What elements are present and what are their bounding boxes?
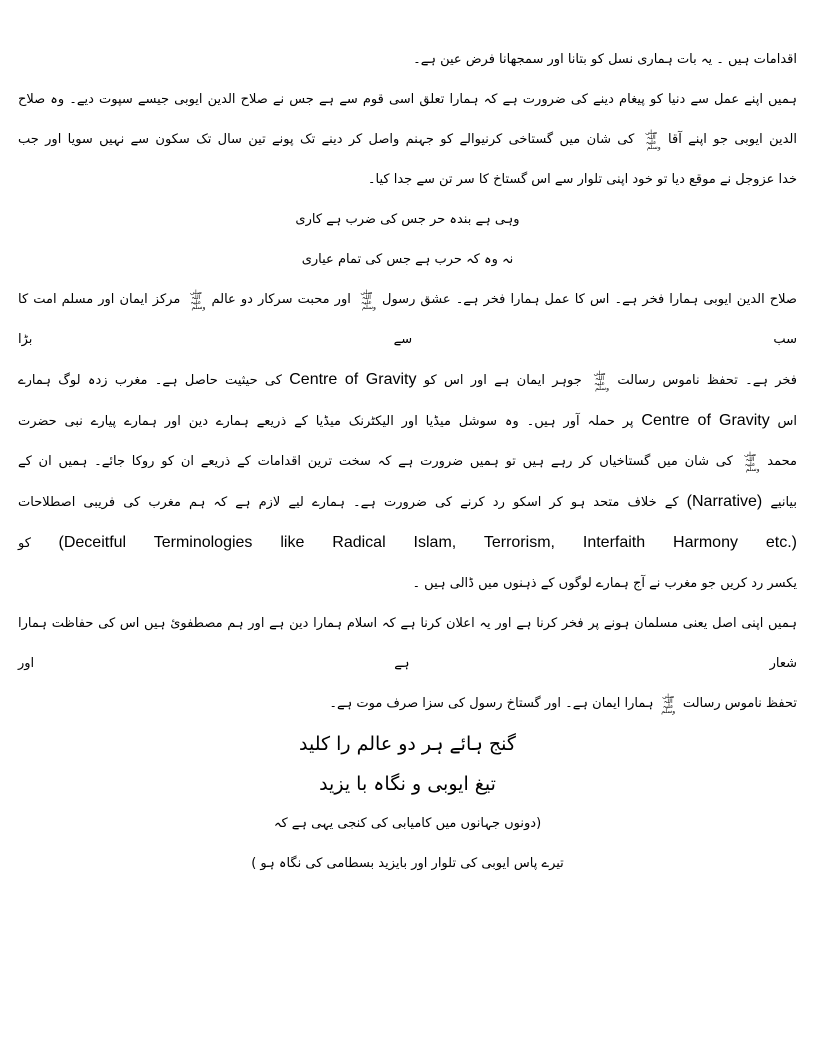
latin-term: Centre of Gravity bbox=[641, 412, 770, 429]
paragraph-centre-of-gravity bbox=[18, 280, 797, 604]
urdu-text: اقدامات ہیں ۔ یہ بات ہماری نسل کو بتانا اور سمجھانا فرض عین ہے۔ bbox=[413, 52, 797, 67]
urdu-text: ہمیں اپنے عمل سے دنیا کو پیغام دینے کی ضرورت ہے کہ ہمارا تعلق اسی قوم سے ہے جس نے صلاح الدین ایوبی جیسے سپوت دیے۔ وہ صلاح bbox=[18, 92, 797, 107]
urdu-text: الدین ایوبی جو اپنے آقا bbox=[668, 132, 797, 147]
couplet-persian bbox=[18, 724, 797, 804]
text-line bbox=[18, 482, 797, 523]
urdu-text: کی شان میں گستاخی کرنیوالے کو جہنم واصل کر دینے تک پونے تین سال تک سکون سے نہیں سویا اور جب bbox=[18, 132, 635, 147]
latin-term: (Deceitful Terminologies like Radical Islam, Terrorism, Interfaith Harmony etc.) bbox=[58, 534, 797, 551]
urdu-text: کے خلاف متحد ہو کر اسکو رد کرنے کی ضرورت ہے۔ ہمارے لیے لازم ہے کہ ہم مغرب کی فریبی اصطلاحات bbox=[18, 495, 679, 510]
paragraph-declaration bbox=[18, 604, 797, 724]
document-body bbox=[18, 40, 797, 884]
urdu-text: تیرے پاس ایوبی کی تلوار اور بایزید بسطامی کی نگاہ ہو ) bbox=[251, 856, 564, 871]
text-line bbox=[18, 764, 797, 804]
urdu-text: فخر ہے۔ تحفظ ناموس رسالت bbox=[617, 373, 798, 388]
text-line bbox=[18, 401, 797, 442]
latin-term: Centre of Gravity bbox=[289, 371, 417, 388]
text-line bbox=[18, 160, 797, 200]
text-line bbox=[18, 80, 797, 120]
couplet-urdu-iqbal bbox=[18, 200, 797, 280]
urdu-text: بیانیے bbox=[770, 495, 797, 510]
text-line bbox=[18, 200, 797, 240]
urdu-text: یکسر رد کریں جو مغرب نے آج ہمارے لوگوں کے ذہنوں میں ڈالی ہیں ۔ bbox=[412, 576, 797, 591]
urdu-text: خدا عزوجل نے موقع دیا تو خود اپنی تلوار سے اس گستاخ کا سر تن سے جدا کیا۔ bbox=[367, 172, 797, 187]
intro-paragraph-end bbox=[18, 40, 797, 80]
urdu-text: کو bbox=[18, 536, 31, 551]
text-line bbox=[18, 523, 797, 564]
text-line bbox=[18, 280, 797, 360]
urdu-text: (دونوں جہانوں میں کامیابی کی کنجی یہی ہے کہ bbox=[273, 816, 542, 831]
couplet-translation bbox=[18, 804, 797, 884]
urdu-text: کی شان میں گستاخیاں کر رہے ہیں تو ہمیں ضرورت ہے کہ سخت ترین اقدامات کے ذریعے ان کو روکا جائے۔ ہمیں ان کے bbox=[18, 454, 733, 469]
text-line bbox=[18, 564, 797, 604]
pbuh-honorific: صلی اللہ علیہ وسلم bbox=[645, 128, 661, 151]
text-line bbox=[18, 240, 797, 280]
urdu-text: تیغ ایوبی و نگاہ با یزید bbox=[319, 773, 496, 795]
urdu-text: ہمیں اپنی اصل یعنی مسلمان ہونے پر فخر کرنا ہے اور یہ اعلان کرنا ہے کہ اسلام ہمارا دین ہے اور ہم مصطفویٔ ہیں اس کی حفاظت ہمارا شعار ہے اور bbox=[18, 616, 797, 671]
latin-term: (Narrative) bbox=[686, 493, 763, 510]
paragraph-salahuddin bbox=[18, 80, 797, 200]
urdu-text: صلاح الدین ایوبی ہمارا فخر ہے۔ اس کا عمل ہمارا فخر ہے۔ عشق رسول bbox=[382, 292, 797, 307]
pbuh-honorific: صلی اللہ علیہ وسلم bbox=[744, 450, 760, 473]
pbuh-honorific: صلی اللہ علیہ وسلم bbox=[661, 692, 676, 715]
text-line bbox=[18, 804, 797, 844]
urdu-text: مرکز ایمان اور مسلم امت کا سب سے بڑا bbox=[18, 292, 797, 347]
text-line bbox=[18, 442, 797, 482]
pbuh-honorific: صلی اللہ علیہ وسلم bbox=[593, 369, 610, 392]
text-line bbox=[18, 120, 797, 160]
text-line bbox=[18, 844, 797, 884]
text-line bbox=[18, 604, 797, 684]
pbuh-honorific: صلی اللہ علیہ وسلم bbox=[189, 288, 206, 311]
urdu-text: محمد bbox=[767, 454, 797, 469]
urdu-text: تحفظ ناموس رسالت bbox=[682, 696, 797, 711]
urdu-text: اس bbox=[777, 414, 798, 429]
urdu-text: جوہر ایمان ہے اور اس کو bbox=[423, 373, 582, 388]
text-line bbox=[18, 724, 797, 764]
urdu-text: ہمارا ایمان ہے۔ اور گستاخ رسول کی سزا صرف موت ہے۔ bbox=[329, 696, 654, 711]
urdu-text: کی حیثیت حاصل ہے۔ مغرب زدہ لوگ ہمارے bbox=[18, 373, 282, 388]
urdu-text: نہ وہ کہ حرب ہے جس کی تمام عیاری bbox=[301, 252, 514, 267]
urdu-text: وہی ہے بندہ حر جس کی ضرب ہے کاری bbox=[295, 212, 520, 227]
pbuh-honorific: صلی اللہ علیہ وسلم bbox=[360, 288, 376, 311]
urdu-text: گنج ہائے ہر دو عالم را کلید bbox=[299, 733, 516, 755]
urdu-text: اور محبت سرکار دو عالم bbox=[211, 292, 351, 307]
text-line bbox=[18, 360, 797, 401]
text-line bbox=[18, 684, 797, 724]
text-line bbox=[18, 40, 797, 80]
urdu-text: پر حملہ آور ہیں۔ وہ سوشل میڈیا اور الیکٹرنک میڈیا کے ذریعے ہمارے دین اور ہمارے پیارے نبی حضرت bbox=[18, 414, 634, 429]
